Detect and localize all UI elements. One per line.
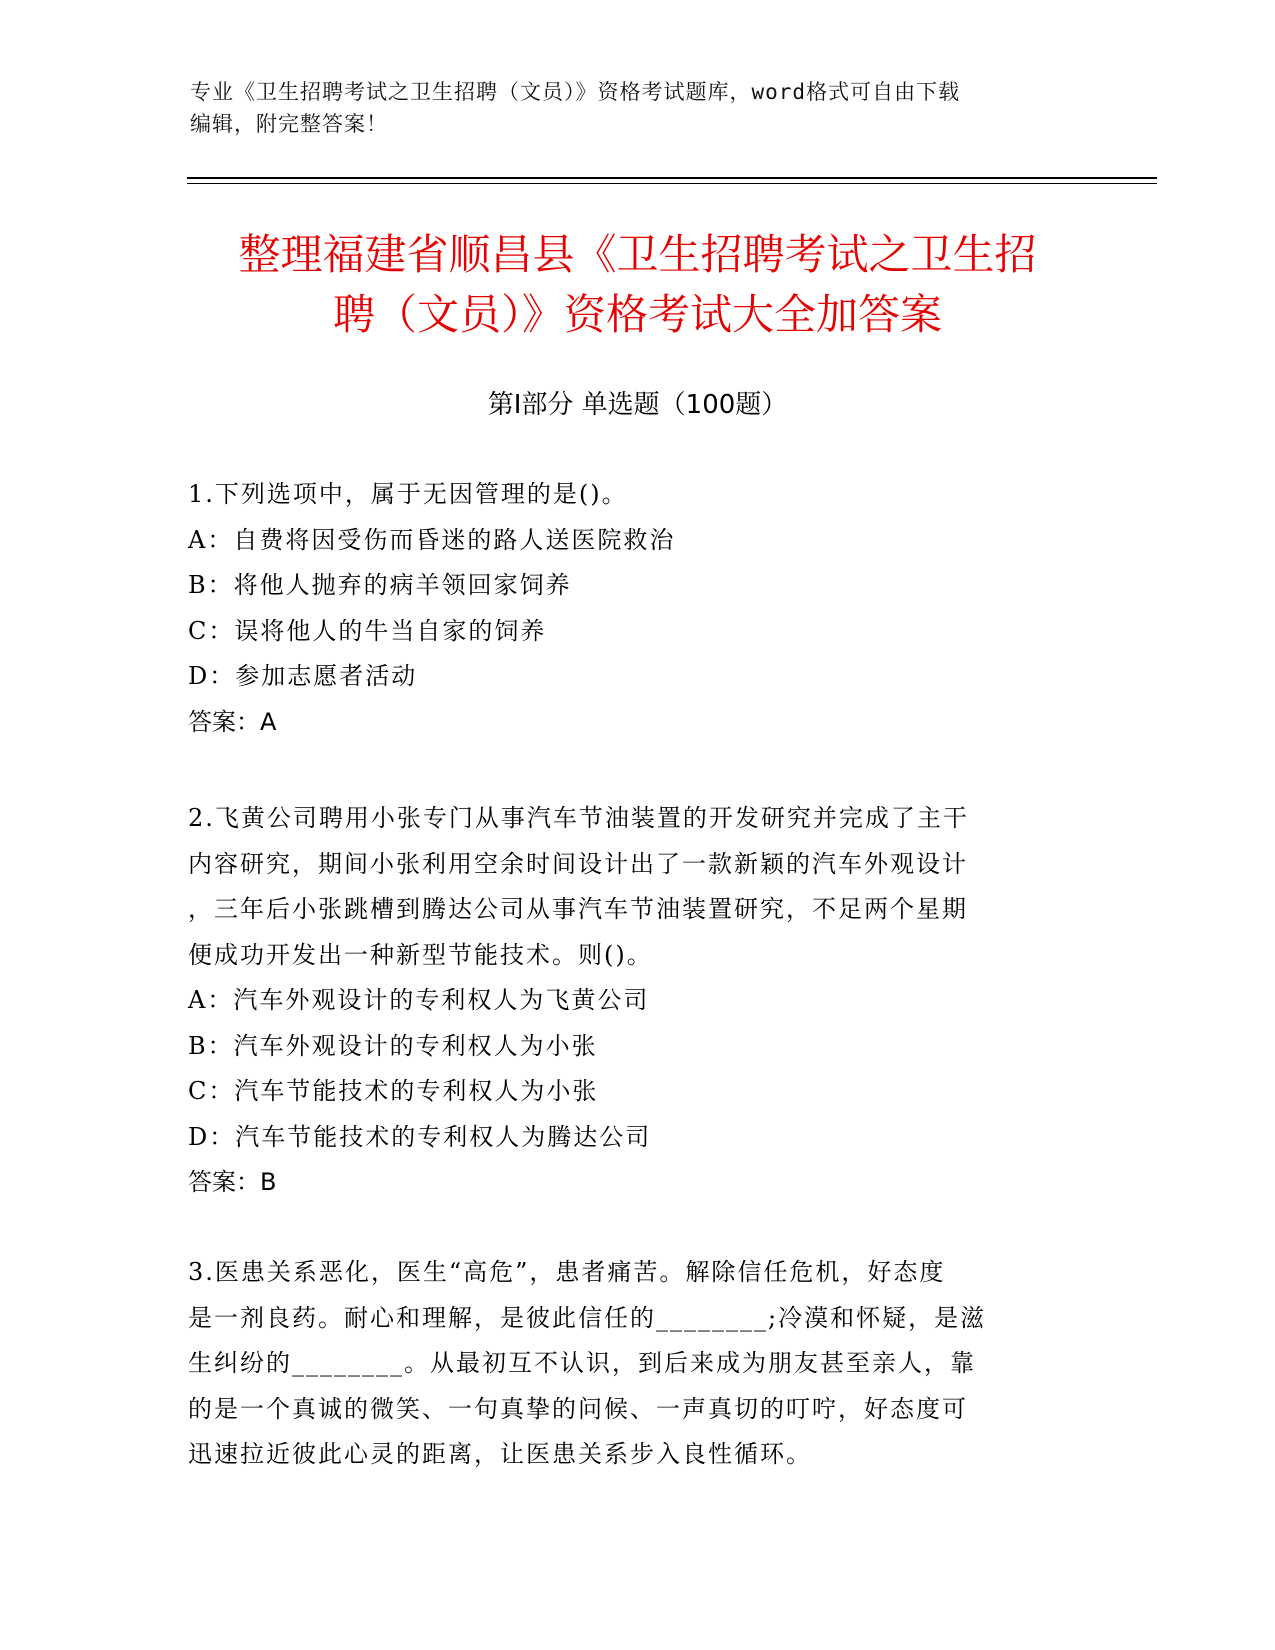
document-title (150, 225, 1125, 345)
question-1 (188, 472, 1088, 745)
question-2-option-d: D：汽车节能技术的专利权人为腾达公司 (188, 1122, 652, 1151)
section-title: 第Ⅰ部分 单选题（100题） (487, 390, 788, 420)
question-3-stem-line-1: 3.医患关系恶化，医生“高危”，患者痛苦。解除信任危机，好态度 (188, 1258, 946, 1286)
header-note-line-1: 专业《卫生招聘考试之卫生招聘（文员）》资格考试题库，word格式可自由下载 (190, 80, 961, 104)
question-2-answer: 答案：B (188, 1168, 277, 1196)
question-1-option-c: C：误将他人的牛当自家的饲养 (188, 616, 547, 645)
question-2-stem-line-4: 便成功开发出一种新型节能技术。则()。 (188, 940, 653, 969)
question-1-option-a: A：自费将因受伤而昏迷的路人送医院救治 (188, 525, 676, 554)
header-divider-thin (187, 183, 1157, 184)
question-2 (188, 796, 1088, 1206)
question-2-option-b: B：汽车外观设计的专利权人为小张 (188, 1031, 598, 1060)
document-title-line-1: 整理福建省顺昌县《卫生招聘考试之卫生招 (238, 230, 1037, 279)
question-1-stem: 1.下列选项中，属于无因管理的是()。 (188, 480, 628, 508)
header-note-line-2: 编辑，附完整答案！ (190, 112, 388, 136)
question-1-answer: 答案：A (188, 707, 277, 736)
question-3-stem-line-4: 的是一个真诚的微笑、一句真挚的问候、一声真切的叮咛，好态度可 (188, 1394, 968, 1423)
question-1-option-d: D：参加志愿者活动 (188, 662, 418, 690)
question-2-option-a: A：汽车外观设计的专利权人为飞黄公司 (188, 986, 650, 1014)
question-2-stem-line-1: 2.飞黄公司聘用小张专门从事汽车节油装置的开发研究并完成了主干 (188, 804, 969, 832)
question-2-stem-line-2: 内容研究，期间小张利用空余时间设计出了一款新颖的汽车外观设计 (188, 849, 968, 878)
document-title-line-2: 聘（文员）》资格考试大全加答案 (332, 290, 942, 339)
question-3-stem-line-5: 迅速拉近彼此心灵的距离，让医患关系步入良性循环。 (188, 1440, 812, 1468)
question-3-stem-line-2: 是一剂良药。耐心和理解，是彼此信任的________;冷漠和怀疑，是滋 (188, 1303, 987, 1332)
question-3 (188, 1250, 1088, 1478)
question-1-option-b: B：将他人抛弃的病羊领回家饲养 (188, 571, 572, 599)
question-2-stem-line-3: ，三年后小张跳槽到腾达公司从事汽车节油装置研究，不足两个星期 (188, 895, 968, 923)
question-3-stem-line-3: 生纠纷的________。从最初互不认识，到后来成为朋友甚至亲人，靠 (188, 1349, 976, 1377)
header-divider-thick (187, 177, 1157, 179)
header-note (190, 76, 1090, 140)
question-2-option-c: C：汽车节能技术的专利权人为小张 (188, 1077, 599, 1105)
